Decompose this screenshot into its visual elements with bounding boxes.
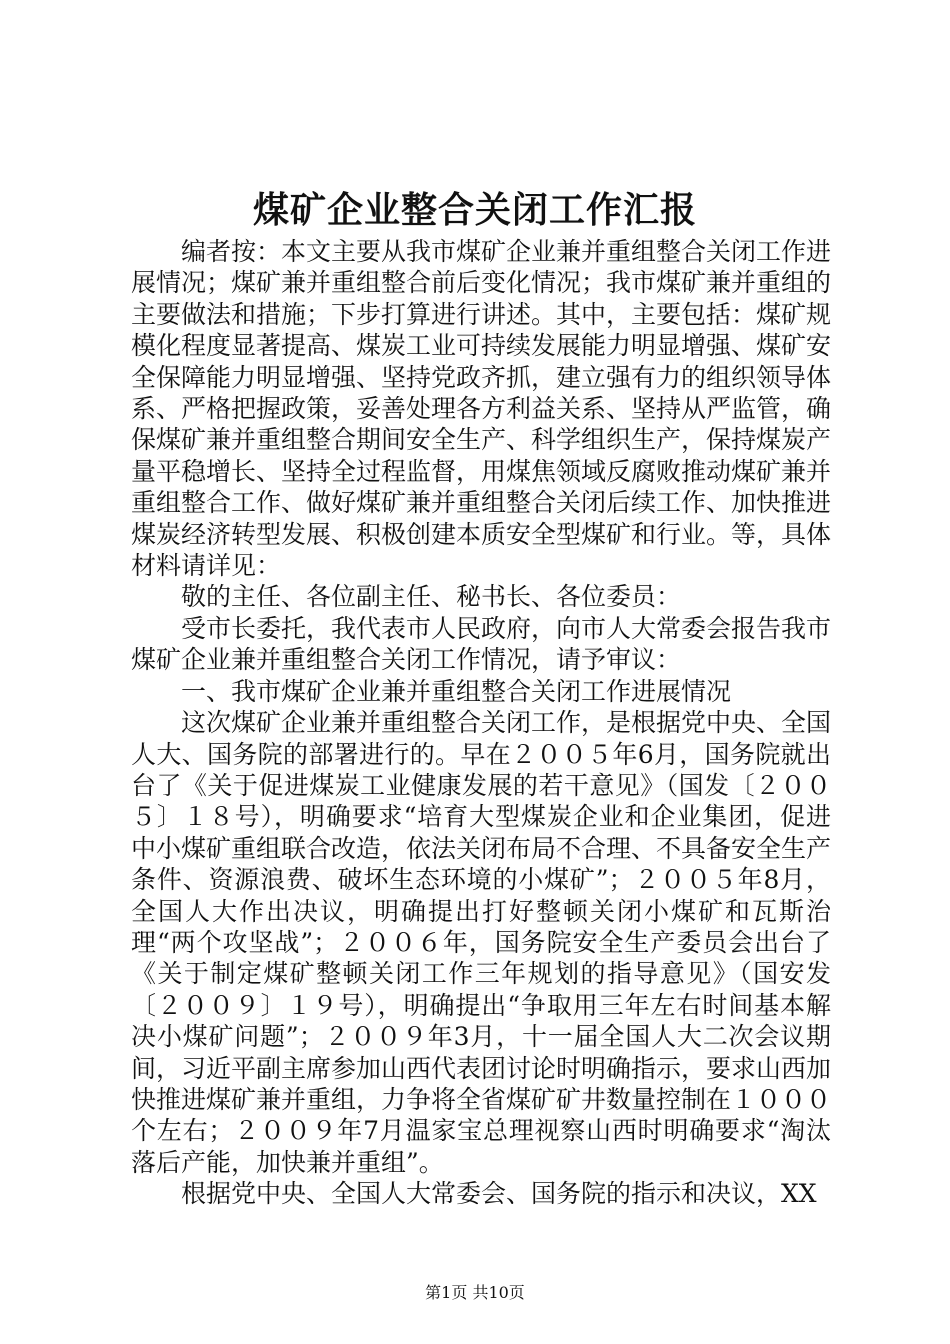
intro-paragraph: 受市长委托，我代表市人民政府，向市人大常委会报告我市煤矿企业兼并重组整合关闭工作情况，请予审议： (131, 613, 832, 675)
background-paragraph: 这次煤矿企业兼并重组整合关闭工作，是根据党中央、全国人大、国务院的部署进行的。早在２００５年6月，国务院就出台了《关于促进煤炭工业健康发展的若干意见》（国发〔２００５〕１８号），明确要求“培育大型煤炭企业和企业集团，促进中小煤矿重组联合改造，依法关闭布局不合理、不具备安全生产条件、资源浪费、破坏生态环境的小煤矿”；２００５年8月，全国人大作出决议，明确提出打好整顿关闭小煤矿和瓦斯治理“两个攻坚战”；２００６年，国务院安全生产委员会出台了《关于制定煤矿整顿关闭工作三年规划的指导意见》（国安发〔２００９〕１９号），明确提出“争取用三年左右时间基本解决小煤矿问题”；２００９年3月，十一届全国人大二次会议期间，习近平副主席参加山西代表团讨论时明确指示，要求山西加快推进煤矿兼并重组，力争将全省煤矿矿井数量控制在１０００个左右；２００９年7月温家宝总理视察山西时明确要求“淘汰落后产能，加快兼并重组”。 (131, 708, 832, 1177)
page-footer: 第1页 共10页 (425, 1283, 525, 1302)
continuation-paragraph: 根据党中央、全国人大常委会、国务院的指示和决议，XX (181, 1179, 817, 1209)
editor-note-paragraph: 编者按：本文主要从我市煤矿企业兼并重组整合关闭工作进展情况；煤矿兼并重组整合前后变化情况；我市煤矿兼并重组的主要做法和措施；下步打算进行讲述。其中，主要包括：煤矿规模化程度显著提高、煤炭工业可持续发展能力明显增强、煤矿安全保障能力明显增强、坚持党政齐抓，建立强有力的组织领导体系、严格把握政策，妥善处理各方利益关系、坚持从严监管，确保煤矿兼并重组整合期间安全生产、科学组织生产，保持煤炭产量平稳增长、坚持全过程监督，用煤焦领域反腐败推动煤矿兼并重组整合工作、做好煤矿兼并重组整合关闭后续工作、加快推进煤炭经济转型发展、积极创建本质安全型煤矿和行业。等，具体材料请详见： (131, 237, 832, 581)
document-title: 煤矿企业整合关闭工作汇报 (252, 189, 697, 231)
section-heading: 一、我市煤矿企业兼并重组整合关闭工作进展情况 (181, 676, 732, 706)
salutation-paragraph: 敬的主任、各位副主任、秘书长、各位委员： (181, 582, 682, 612)
document-body (131, 236, 831, 1210)
